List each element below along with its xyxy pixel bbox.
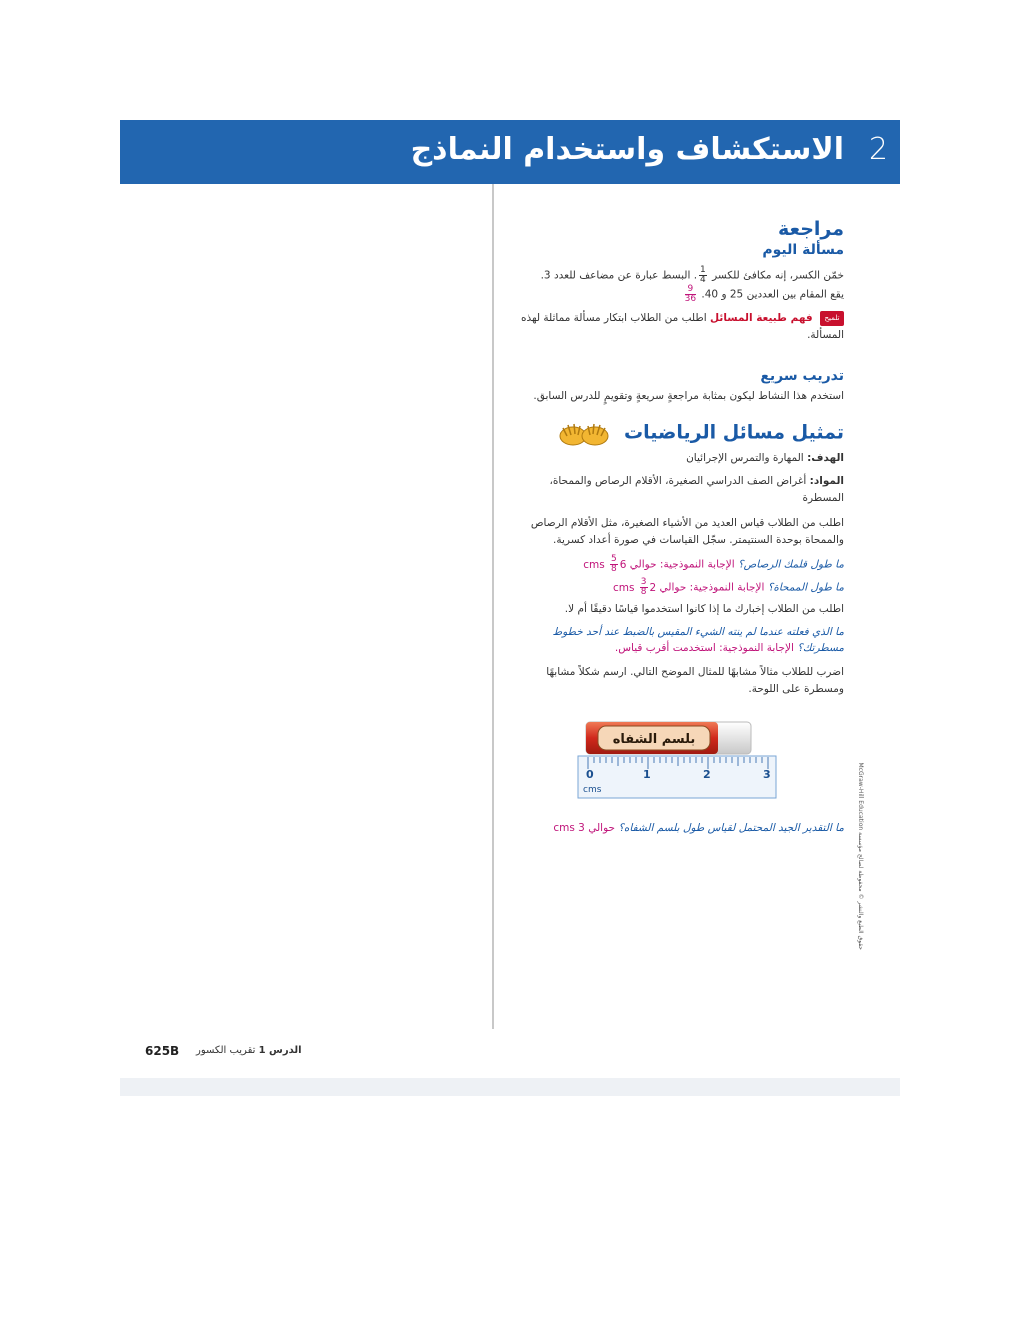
copyright-credit-text: حقوق الطبع والنشر © محفوظة لصالح مؤسسة McGraw-Hill Education bbox=[857, 762, 864, 950]
question-pencil-answer: الإجابة النموذجية: حوالي bbox=[629, 558, 735, 571]
ruler-unit: cms bbox=[583, 785, 602, 795]
goal-line bbox=[514, 450, 844, 467]
eraser-mixed-number bbox=[612, 577, 657, 597]
ruler-tick-1: 1 bbox=[643, 768, 651, 781]
eraser-whole: 2 bbox=[649, 581, 657, 594]
eraser-fraction bbox=[640, 578, 648, 597]
lesson-part-number: 2 bbox=[868, 132, 888, 167]
page-number: 625B bbox=[145, 1044, 180, 1058]
problem-of-day-title: مسألة اليوم bbox=[762, 242, 844, 258]
materials-text: أغراض الصف الدراسي الصغيرة، الأقلام الرصاص والممحاة، المسطرة bbox=[549, 475, 844, 504]
math-modeling-heading bbox=[514, 420, 844, 448]
fraction-denominator: 4 bbox=[700, 275, 706, 285]
fraction-one-quarter bbox=[699, 266, 707, 285]
review-section bbox=[514, 218, 844, 344]
footer-lesson bbox=[196, 1045, 302, 1056]
quick-practice-text: استخدم هذا النشاط ليكون بمثابة مراجعةٍ سريعةٍ وتقويمٍ للدرس السابق. bbox=[533, 390, 844, 402]
problem-text-part-a: خمّن الكسر، إنه مكافئ للكسر bbox=[712, 269, 844, 282]
column-divider bbox=[492, 184, 494, 1029]
math-modeling-section bbox=[514, 420, 844, 698]
footer-lesson-label: الدرس 1 bbox=[258, 1045, 302, 1056]
answer-fraction bbox=[685, 285, 696, 304]
hands-icon bbox=[557, 420, 611, 448]
lip-balm-ruler-figure bbox=[576, 720, 782, 800]
pencil-denominator: 8 bbox=[611, 564, 617, 574]
eraser-denominator: 8 bbox=[640, 587, 647, 597]
fraction-numerator: 1 bbox=[700, 265, 706, 275]
question-nearest-answer: الإجابة النموذجية: استخدمت أقرب قياس. bbox=[614, 642, 794, 654]
pencil-unit: cms bbox=[583, 558, 605, 571]
bottom-strip bbox=[120, 1078, 900, 1096]
lesson-part-title: الاستكشاف واستخدام النماذج bbox=[410, 132, 844, 167]
quick-practice-title: تدريب سريع bbox=[760, 368, 844, 384]
question-pencil-text: ما طول قلمك الرصاص؟ bbox=[738, 558, 844, 571]
answer-denominator: 36 bbox=[684, 294, 697, 304]
problem-text-part-b: . البسط عبارة عن مضاعف للعدد 3. bbox=[540, 269, 698, 282]
pencil-whole: 6 bbox=[619, 558, 627, 571]
eraser-unit: cms bbox=[612, 581, 635, 594]
question-estimate bbox=[514, 820, 844, 836]
instruction-measure: اطلب من الطلاب قياس العديد من الأشياء الصغيرة، مثل الأقلام الرصاص والممحاة بوحدة السنتيمتر. سجّل القياسات في صورة أعداد كسرية. bbox=[530, 517, 844, 546]
tip-label: فهم طبيعة المسائل bbox=[710, 312, 813, 324]
answer-numerator: 9 bbox=[685, 285, 696, 295]
pencil-mixed-number bbox=[583, 554, 627, 574]
question-nearest bbox=[514, 624, 844, 656]
tip-paragraph bbox=[514, 310, 844, 344]
instruction-precision: اطلب من الطلاب إخبارك ما إذا كانوا استخدموا قياسًا دقيقًا أم لا. bbox=[564, 603, 844, 615]
math-modeling-title: تمثيل مسائل الرياضيات bbox=[624, 421, 844, 444]
tip-text: اطلب من الطلاب ابتكار مسألة مماثلة لهذه المسألة. bbox=[521, 312, 844, 341]
lesson-header bbox=[120, 120, 900, 184]
copyright-credit bbox=[852, 762, 866, 950]
question-nearest-text: ما الذي فعلته عندما لم ينته الشيء المقيس بالضبط عند أحد خطوط مسطرتك؟ bbox=[552, 626, 844, 654]
problem-text-part-c: يقع المقام بين العددين 25 و 40. bbox=[701, 288, 844, 301]
question-eraser-text: ما طول الممحاة؟ bbox=[767, 581, 844, 594]
eraser-numerator: 3 bbox=[640, 577, 647, 587]
question-eraser-answer: الإجابة النموذجية: حوالي bbox=[659, 581, 765, 594]
problem-text bbox=[514, 266, 844, 304]
goal-text: المهارة والتمرس الإجرائيان bbox=[686, 452, 804, 464]
question-estimate-text: ما التقدير الجيد المحتمل لقياس طول بلسم الشفاه؟ bbox=[618, 822, 844, 834]
materials-label: المواد: bbox=[809, 475, 844, 487]
goal-label: الهدف: bbox=[807, 452, 844, 464]
pencil-fraction bbox=[610, 555, 618, 574]
pencil-numerator: 5 bbox=[611, 554, 617, 564]
ruler-tick-3: 3 bbox=[763, 768, 771, 781]
question-pencil bbox=[514, 555, 844, 574]
ruler bbox=[578, 756, 776, 798]
ruler-tick-2: 2 bbox=[703, 768, 711, 781]
instruction-example: اضرب للطلاب مثالاً مشابهًا للمثال الموضح التالي. ارسم شكلاً مشابهًا ومسطرة على اللوحة. bbox=[546, 666, 844, 695]
materials-line bbox=[514, 473, 844, 507]
question-estimate-answer: حوالي 3 cms bbox=[553, 822, 615, 834]
ruler-tick-0: 0 bbox=[586, 768, 594, 781]
tip-badge: تلميح bbox=[820, 311, 844, 326]
review-title: مراجعة bbox=[777, 218, 844, 240]
quick-practice-section bbox=[514, 368, 844, 405]
footer-lesson-title: تقريب الكسور bbox=[196, 1045, 256, 1056]
question-eraser bbox=[514, 578, 844, 597]
lip-balm-label: بلسم الشفاه bbox=[612, 732, 696, 747]
